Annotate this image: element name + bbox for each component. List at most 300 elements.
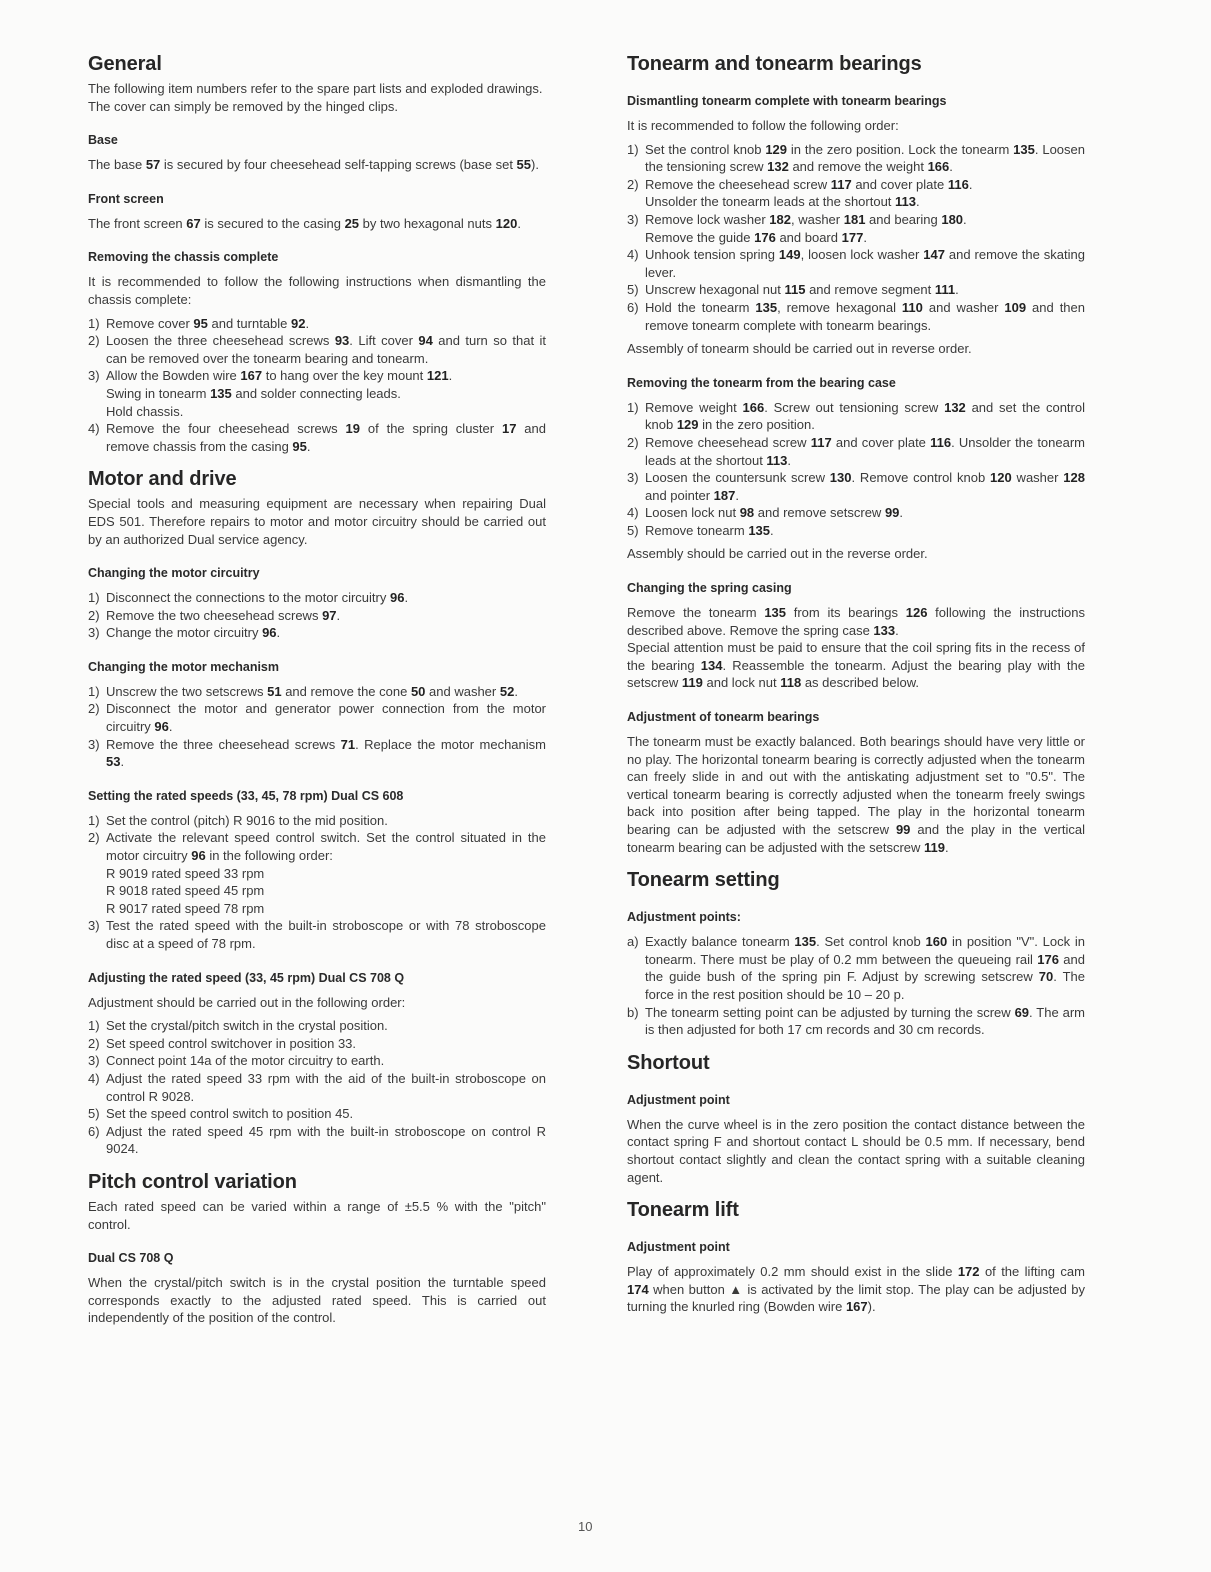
text-run: . bbox=[336, 607, 341, 623]
text-run: Set the crystal/pitch switch in the crystal position. bbox=[106, 1018, 388, 1034]
text-line bbox=[106, 865, 546, 883]
text-run: in position "V". Lock in tonearm. There must be play of 0.2 mm between the queueing rail bbox=[645, 934, 1085, 967]
paragraph bbox=[627, 733, 1085, 856]
text-run: Test the rated speed with the built-in stroboscope or with 78 stroboscope disc at a speed of 78 rpm. bbox=[106, 918, 546, 951]
text-line bbox=[645, 193, 1085, 211]
part-number: 51 bbox=[267, 683, 282, 699]
text-run: Hold the tonearm bbox=[645, 299, 756, 315]
part-number: 132 bbox=[944, 399, 966, 415]
subsection-heading: Adjustment point bbox=[627, 1092, 730, 1107]
part-number: 53 bbox=[106, 754, 121, 770]
text-run: . bbox=[955, 282, 959, 298]
paragraph bbox=[627, 604, 1085, 692]
paragraph bbox=[88, 80, 546, 115]
part-number: 176 bbox=[754, 229, 776, 245]
list-item bbox=[88, 829, 546, 917]
text-run: The base bbox=[88, 157, 146, 173]
part-number: 99 bbox=[884, 505, 900, 521]
part-number: 177 bbox=[841, 229, 864, 245]
text-run: Remove cover bbox=[106, 315, 194, 331]
list-item bbox=[88, 315, 546, 333]
part-number: 160 bbox=[925, 934, 948, 950]
part-number: 116 bbox=[947, 176, 969, 192]
step-list bbox=[88, 315, 546, 456]
list-marker: 6) bbox=[88, 1123, 100, 1139]
text-run: and remove segment bbox=[805, 282, 935, 298]
list-marker: 1) bbox=[627, 141, 639, 157]
part-number: 167 bbox=[845, 1299, 868, 1315]
text-run: . bbox=[787, 452, 792, 468]
part-number: 111 bbox=[934, 282, 956, 298]
subsection-heading: Setting the rated speeds (33, 45, 78 rpm) Dual CS 608 bbox=[88, 788, 404, 803]
text-run: and cover plate bbox=[851, 176, 948, 192]
text-line bbox=[645, 469, 1085, 504]
paragraph bbox=[88, 1274, 546, 1327]
text-run: and remove setscrew bbox=[754, 505, 885, 521]
list-item bbox=[88, 1123, 546, 1158]
text-run: . bbox=[916, 194, 920, 210]
subsection-heading: Adjusting the rated speed (33, 45 rpm) Dual CS 708 Q bbox=[88, 970, 405, 985]
text-run: Remove the tonearm bbox=[627, 605, 765, 621]
part-number: 176 bbox=[1037, 951, 1059, 967]
section-heading: Tonearm setting bbox=[627, 869, 780, 892]
text-run: . bbox=[404, 590, 409, 606]
list-marker: 5) bbox=[88, 1106, 100, 1122]
paragraph bbox=[88, 994, 546, 1012]
list-marker: 2) bbox=[88, 607, 100, 623]
text-run: and remove the skating lever. bbox=[645, 247, 1085, 280]
text-run: Each rated speed can be varied within a range of ±5.5 % with the "pitch" control. bbox=[88, 1198, 546, 1232]
list-marker: 2) bbox=[88, 701, 100, 717]
text-run: Activate the relevant speed control switch. Set the control situated in the motor circuitry bbox=[106, 830, 546, 864]
text-run: . Reassemble the tonearm. Adjust the bearing play with the setscrew bbox=[627, 657, 1086, 691]
list-item bbox=[627, 1004, 1085, 1039]
part-number: 25 bbox=[344, 215, 360, 231]
list-marker: 1) bbox=[88, 812, 100, 828]
text-line bbox=[645, 504, 1085, 522]
text-run: Set the speed control switch to position 45. bbox=[106, 1106, 354, 1122]
part-number: 120 bbox=[495, 215, 518, 231]
text-run: Disconnect the motor and generator power connection from the motor circuitry bbox=[106, 701, 546, 735]
text-run: . bbox=[968, 176, 973, 192]
section-heading: Shortout bbox=[627, 1051, 710, 1074]
part-number: 181 bbox=[843, 211, 866, 227]
part-number: 126 bbox=[905, 605, 928, 621]
step-list bbox=[88, 1017, 546, 1158]
text-run: . bbox=[770, 522, 774, 538]
part-number: 93 bbox=[334, 333, 350, 349]
part-number: 118 bbox=[780, 675, 802, 691]
part-number: 135 bbox=[210, 385, 232, 401]
text-run: , remove hexagonal bbox=[777, 299, 902, 315]
part-number: 119 bbox=[924, 839, 945, 855]
text-run: and board bbox=[775, 229, 842, 245]
part-number: 97 bbox=[322, 607, 337, 623]
text-run: and turntable bbox=[207, 315, 292, 331]
paragraph bbox=[627, 1263, 1085, 1316]
text-run: and lock nut bbox=[702, 675, 781, 691]
text-run: when button ▲ is activated by the limit stop. The play can be adjusted by turning the knurled ring (Bowden wire bbox=[627, 1281, 1085, 1315]
list-marker: 5) bbox=[627, 282, 639, 298]
text-run: . Unsolder the tonearm leads at the shortout bbox=[645, 434, 1086, 468]
list-marker: 4) bbox=[88, 421, 100, 437]
section-heading: Motor and drive bbox=[88, 468, 237, 491]
text-run: . Replace the motor mechanism bbox=[355, 736, 546, 752]
text-run: and bearing bbox=[865, 211, 942, 227]
list-marker: 4) bbox=[88, 1070, 100, 1086]
text-run: . bbox=[949, 159, 953, 175]
text-run: Exactly balance tonearm bbox=[645, 934, 795, 950]
text-line bbox=[106, 917, 546, 952]
list-marker: 2) bbox=[627, 176, 639, 192]
part-number: 128 bbox=[1063, 470, 1085, 486]
text-run: ). bbox=[867, 1299, 876, 1315]
part-number: 19 bbox=[345, 421, 360, 437]
text-run: and solder connecting leads. bbox=[231, 385, 401, 401]
list-item bbox=[88, 700, 546, 735]
text-run: , washer bbox=[790, 211, 844, 227]
part-number: 113 bbox=[895, 194, 917, 210]
text-run: , loosen lock washer bbox=[800, 247, 924, 263]
text-line bbox=[627, 117, 1085, 135]
text-line bbox=[645, 176, 1085, 194]
text-line bbox=[645, 933, 1085, 1003]
part-number: 120 bbox=[990, 470, 1012, 486]
text-run: following the instructions described above. Remove the spring case bbox=[627, 605, 1085, 638]
list-marker: 1) bbox=[88, 315, 100, 331]
text-run: of the spring cluster bbox=[360, 421, 502, 437]
paragraph bbox=[88, 156, 546, 174]
list-item bbox=[627, 176, 1085, 211]
list-item bbox=[88, 917, 546, 952]
paragraph bbox=[88, 215, 546, 233]
text-run: and the play in the vertical tonearm bearing can be adjusted with the setscrew bbox=[627, 822, 1085, 855]
part-number: 50 bbox=[410, 683, 426, 699]
text-run: . bbox=[120, 754, 125, 770]
text-line bbox=[106, 385, 546, 403]
text-line bbox=[88, 1274, 546, 1327]
list-marker: 3) bbox=[627, 470, 639, 486]
text-line bbox=[106, 1070, 546, 1105]
text-run: in the following order: bbox=[205, 848, 333, 864]
part-number: 135 bbox=[748, 522, 771, 538]
part-number: 94 bbox=[418, 333, 433, 349]
list-item bbox=[627, 504, 1085, 522]
text-run: Remove the guide bbox=[645, 229, 755, 245]
text-run: Unscrew the two setscrews bbox=[106, 683, 268, 699]
text-run: Remove tonearm bbox=[645, 522, 749, 538]
paragraph bbox=[88, 273, 546, 308]
list-item bbox=[88, 1017, 546, 1035]
list-marker: 2) bbox=[88, 1035, 100, 1051]
text-run: and cover plate bbox=[831, 434, 931, 450]
subsection-heading: Base bbox=[88, 133, 118, 148]
part-number: 172 bbox=[957, 1264, 980, 1280]
text-line bbox=[88, 80, 546, 98]
part-number: 132 bbox=[767, 159, 789, 175]
subsection-heading: Changing the spring casing bbox=[627, 581, 792, 596]
list-marker: 1) bbox=[88, 1018, 100, 1034]
text-line bbox=[106, 332, 546, 367]
text-run: Swing in tonearm bbox=[106, 385, 211, 401]
part-number: 174 bbox=[627, 1281, 649, 1297]
text-line bbox=[645, 281, 1085, 299]
text-line bbox=[106, 1052, 546, 1070]
text-line bbox=[88, 98, 546, 116]
text-run: . bbox=[945, 839, 949, 855]
subsection-heading: Front screen bbox=[88, 191, 164, 206]
paragraph bbox=[627, 545, 1085, 563]
section-heading: Pitch control variation bbox=[88, 1170, 297, 1193]
list-marker: b) bbox=[627, 1004, 639, 1020]
text-line bbox=[106, 607, 546, 625]
text-run: R 9018 rated speed 45 rpm bbox=[106, 883, 265, 899]
text-run: Adjust the rated speed 33 rpm with the aid of the built-in stroboscope on control R 9028. bbox=[106, 1070, 546, 1104]
text-run: Unhook tension spring bbox=[645, 247, 779, 263]
text-run: Unsolder the tonearm leads at the shortout bbox=[645, 194, 896, 210]
list-item bbox=[88, 624, 546, 642]
subsection-heading: Adjustment of tonearm bearings bbox=[627, 710, 820, 725]
text-run: . bbox=[168, 719, 173, 735]
subsection-heading: Removing the tonearm from the bearing case bbox=[627, 375, 896, 390]
part-number: 121 bbox=[426, 368, 449, 384]
text-line bbox=[106, 882, 546, 900]
part-number: 135 bbox=[794, 934, 817, 950]
part-number: 166 bbox=[927, 159, 950, 175]
text-run: is secured to the casing bbox=[200, 215, 345, 231]
part-number: 166 bbox=[742, 399, 765, 415]
text-run: and turn so that it can be removed over the tonearm bearing and tonearm. bbox=[106, 333, 547, 366]
text-line bbox=[106, 829, 546, 864]
part-number: 129 bbox=[676, 417, 699, 433]
paragraph bbox=[88, 1198, 546, 1233]
text-run: Unscrew hexagonal nut bbox=[645, 282, 785, 298]
list-item bbox=[88, 589, 546, 607]
list-item bbox=[88, 812, 546, 830]
page-number: 10 bbox=[578, 1519, 593, 1534]
subsection-heading: Dual CS 708 Q bbox=[88, 1251, 174, 1266]
text-run: . Remove control knob bbox=[851, 470, 991, 486]
step-list bbox=[88, 683, 546, 771]
part-number: 133 bbox=[873, 622, 896, 638]
left-column bbox=[88, 50, 546, 1333]
text-run: Remove the two cheesehead screws bbox=[106, 607, 323, 623]
list-marker: 4) bbox=[627, 505, 639, 521]
text-line bbox=[645, 1004, 1085, 1039]
text-run: The front screen bbox=[88, 215, 187, 231]
part-number: 95 bbox=[292, 438, 307, 454]
text-run: . bbox=[517, 215, 521, 231]
part-number: 180 bbox=[941, 211, 964, 227]
part-number: 116 bbox=[930, 434, 952, 450]
list-item bbox=[88, 332, 546, 367]
text-run: ). bbox=[531, 157, 539, 173]
text-line bbox=[627, 733, 1085, 856]
section-heading: General bbox=[88, 53, 162, 75]
part-number: 167 bbox=[240, 368, 263, 384]
list-marker: 3) bbox=[88, 625, 100, 641]
text-run: . bbox=[448, 368, 453, 384]
subsection-heading: Dismantling tonearm complete with tonearm bearings bbox=[627, 94, 947, 108]
text-line bbox=[627, 1263, 1085, 1316]
text-run: Change the motor circuitry bbox=[106, 625, 263, 641]
paragraph bbox=[627, 117, 1085, 135]
list-item bbox=[627, 299, 1085, 334]
part-number: 99 bbox=[895, 822, 911, 837]
subsection-heading: Removing the chassis complete bbox=[88, 250, 279, 265]
list-marker: 4) bbox=[627, 247, 639, 263]
text-line bbox=[106, 1035, 546, 1053]
part-number: 92 bbox=[291, 315, 306, 331]
text-line bbox=[106, 589, 546, 607]
list-item bbox=[88, 1035, 546, 1053]
text-run: The cover can simply be removed by the hinged clips. bbox=[88, 98, 398, 114]
list-marker: 3) bbox=[88, 918, 100, 934]
list-item bbox=[88, 420, 546, 455]
list-marker: 3) bbox=[88, 368, 100, 384]
text-line bbox=[106, 736, 546, 771]
list-item bbox=[88, 1070, 546, 1105]
part-number: 147 bbox=[923, 247, 945, 263]
text-run: Special tools and measuring equipment are necessary when repairing Dual EDS 501. Therefore repairs to motor and motor circuitry should be carried out by an authorized Dual service agency. bbox=[88, 496, 546, 547]
text-run: Remove the four cheesehead screws bbox=[106, 421, 346, 437]
text-line bbox=[645, 246, 1085, 281]
text-line bbox=[627, 340, 1085, 358]
text-line bbox=[627, 639, 1085, 692]
text-run: . bbox=[963, 211, 967, 227]
part-number: 119 bbox=[681, 675, 703, 691]
text-line bbox=[106, 403, 546, 421]
text-run: Set speed control switchover in position 33. bbox=[106, 1035, 357, 1051]
list-item bbox=[88, 1105, 546, 1123]
part-number: 69 bbox=[1014, 1004, 1030, 1020]
text-run: The following item numbers refer to the spare part lists and exploded drawings. bbox=[88, 81, 543, 96]
step-list bbox=[88, 589, 546, 642]
text-line bbox=[88, 1198, 546, 1233]
text-line bbox=[645, 522, 1085, 540]
subsection-heading: Changing the motor mechanism bbox=[88, 659, 279, 674]
text-run: Allow the Bowden wire bbox=[106, 368, 241, 384]
text-run: and remove the weight bbox=[788, 159, 928, 175]
part-number: 52 bbox=[499, 683, 515, 699]
part-number: 182 bbox=[769, 211, 791, 227]
text-run: Loosen lock nut bbox=[645, 505, 740, 521]
list-marker: a) bbox=[627, 934, 639, 950]
text-line bbox=[88, 215, 546, 233]
text-run: The tonearm must be exactly balanced. Both bearings should have very little or no play. The horizontal tonearm bearing is correctly adjusted when the tonearm can freely slide in and out with the antiskating adjustment set to "0.5". The vertical tonearm bearing is correctly adjusted when the tonearm freely swings back into position after being tapped. The play in the horizontal tonearm bearing can be adjusted with the setscrew bbox=[627, 734, 1085, 837]
list-marker: 3) bbox=[627, 211, 639, 227]
text-line bbox=[106, 315, 546, 333]
text-run: . bbox=[895, 622, 899, 638]
part-number: 115 bbox=[784, 282, 806, 298]
part-number: 95 bbox=[193, 315, 208, 331]
text-run: from its bearings bbox=[786, 605, 906, 621]
text-run: Assembly of tonearm should be carried out in reverse order. bbox=[627, 341, 972, 357]
list-item bbox=[88, 683, 546, 701]
text-run: . bbox=[305, 315, 310, 331]
text-line bbox=[106, 1017, 546, 1035]
list-marker: 2) bbox=[627, 434, 639, 450]
list-item bbox=[627, 246, 1085, 281]
text-run: and then remove tonearm complete with tonearm bearings. bbox=[645, 299, 1086, 333]
text-run: Remove the three cheesehead screws bbox=[106, 736, 341, 752]
list-marker: 1) bbox=[88, 590, 100, 606]
part-number: 134 bbox=[700, 657, 723, 673]
text-run: of the lifting cam bbox=[979, 1264, 1085, 1280]
text-run: The tonearm setting point can be adjusted by turning the screw bbox=[645, 1004, 1015, 1020]
text-line bbox=[106, 624, 546, 642]
text-line bbox=[106, 1123, 546, 1158]
list-marker: 1) bbox=[627, 399, 639, 415]
text-line bbox=[106, 812, 546, 830]
text-run: is secured by four cheesehead self-tapping screws (base set bbox=[160, 157, 517, 173]
text-line bbox=[88, 994, 546, 1012]
part-number: 130 bbox=[829, 470, 852, 486]
list-item bbox=[88, 1052, 546, 1070]
step-list bbox=[627, 141, 1085, 335]
text-run: . Set control knob bbox=[816, 934, 926, 950]
text-line bbox=[106, 367, 546, 385]
section-heading: Tonearm and tonearm bearings bbox=[627, 53, 922, 75]
text-run: in the zero position. Lock the tonearm bbox=[787, 141, 1014, 157]
list-item bbox=[627, 434, 1085, 469]
text-run: and remove chassis from the casing bbox=[106, 421, 546, 454]
text-run: and set the control knob bbox=[645, 399, 1085, 433]
text-run: by two hexagonal nuts bbox=[359, 215, 496, 231]
step-list bbox=[627, 933, 1085, 1039]
text-line bbox=[645, 141, 1085, 176]
list-item bbox=[88, 607, 546, 625]
text-run: washer bbox=[1011, 470, 1064, 486]
text-run: . bbox=[306, 438, 311, 454]
part-number: 17 bbox=[501, 421, 517, 437]
step-list bbox=[88, 812, 546, 953]
part-number: 117 bbox=[810, 434, 832, 450]
list-marker: 3) bbox=[88, 736, 100, 752]
part-number: 57 bbox=[145, 157, 161, 173]
list-item bbox=[627, 399, 1085, 434]
text-run: in the zero position. bbox=[698, 417, 815, 433]
text-run: . bbox=[899, 505, 904, 521]
list-item bbox=[627, 281, 1085, 299]
text-line bbox=[88, 156, 546, 174]
list-item bbox=[627, 933, 1085, 1003]
text-run: and remove the cone bbox=[281, 683, 411, 699]
text-run: Remove the cheesehead screw bbox=[645, 176, 831, 192]
subsection-heading: Adjustment point bbox=[627, 1240, 730, 1255]
text-line bbox=[106, 700, 546, 735]
part-number: 98 bbox=[739, 505, 755, 521]
part-number: 96 bbox=[191, 848, 206, 864]
list-item bbox=[627, 141, 1085, 176]
text-run: Hold chassis. bbox=[106, 403, 184, 419]
list-marker: 5) bbox=[627, 522, 639, 538]
subsection-heading: Changing the motor circuitry bbox=[88, 566, 260, 581]
part-number: 135 bbox=[764, 605, 787, 621]
list-marker: 2) bbox=[88, 333, 100, 349]
part-number: 129 bbox=[765, 141, 788, 157]
text-run: Connect point 14a of the motor circuitry to earth. bbox=[106, 1053, 385, 1069]
part-number: 71 bbox=[340, 736, 356, 752]
text-line bbox=[106, 900, 546, 918]
paragraph bbox=[627, 1116, 1085, 1186]
list-item bbox=[627, 211, 1085, 246]
text-line bbox=[645, 399, 1085, 434]
text-line bbox=[627, 545, 1085, 563]
text-run: R 9019 rated speed 33 rpm bbox=[106, 865, 265, 881]
subsection-heading: Adjustment points: bbox=[627, 910, 741, 925]
text-run: and pointer bbox=[645, 487, 714, 503]
